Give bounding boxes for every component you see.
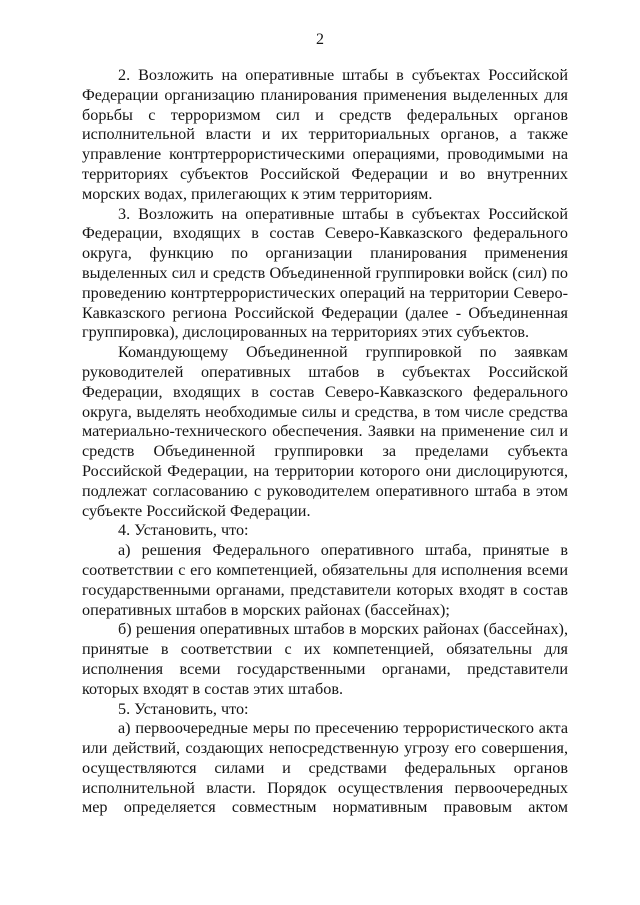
- paragraph-3-commander: Командующему Объединенной группировкой по заявкам руководителей оперативных штабов в субъектах Российской Федерации, входящих в состав Северо-Кавказского федерального округа, выделять необходимые силы и средства, в том числе средства материально-технического обеспечения. Заявки на применение сил и средств Объединенной группировки за пределами субъекта Российской Федерации, на территории которого они дислоцируются, подлежат согласованию с руководителем оперативного штаба в этом субъекте Российской Федерации.: [82, 343, 568, 520]
- paragraph-5-heading: 5. Установить, что:: [118, 699, 249, 718]
- paragraph-4b: б) решения оперативных штабов в морских районах (бассейнах), принятые в соответствии с их компетенцией, обязательны для исполнения всеми государственными органами, представители которых входят в состав этих штабов.: [82, 620, 568, 698]
- document-body: [82, 66, 568, 818]
- page-number: 2: [316, 31, 324, 48]
- paragraph-2: 2. Возложить на оперативные штабы в субъектах Российской Федерации организацию планирования применения выделенных для борьбы с терроризмом сил и средств федеральных органов исполнительной власти и их территориальных органов, а также управление контртеррористическими операциями, проводимыми на территориях субъектов Российской Федерации и во внутренних морских водах, прилегающих к этим территориям.: [82, 66, 568, 203]
- paragraph-4-heading: 4. Установить, что:: [118, 521, 249, 540]
- paragraph-3: 3. Возложить на оперативные штабы в субъектах Российской Федерации, входящих в состав Северо-Кавказского федерального округа, функцию по организации планирования применения выделенных сил и средств Объединенной группировки войск (сил) по проведению контртеррористических операций на территории Северо-Кавказского региона Российской Федерации (далее - Объединенная группировка), дислоцированных на территориях этих субъектов.: [82, 204, 568, 342]
- paragraph-4a: а) решения Федерального оперативного штаба, принятые в соответствии с его компетенцией, обязательны для исполнения всеми государственными органами, представители которых входят в состав оперативных штабов в морских районах (бассейнах);: [82, 541, 568, 619]
- paragraph-5a: а) первоочередные меры по пресечению террористического акта или действий, создающих непосредственную угрозу его совершения, осуществляются силами и средствами федеральных органов исполнительной власти. Порядок осуществления первоочередных мер определяется совместным нормативным правовым актом: [82, 719, 568, 817]
